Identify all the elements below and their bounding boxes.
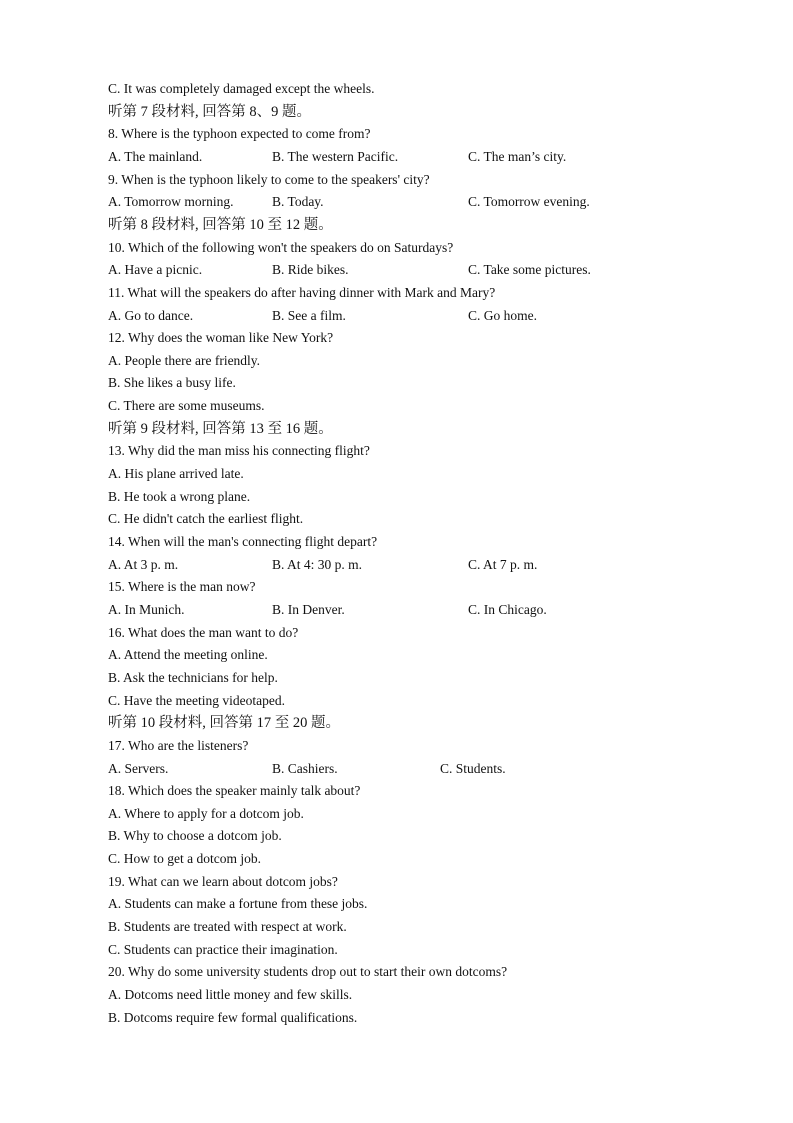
answer-option: C. How to get a dotcom job. xyxy=(108,851,261,866)
option-row xyxy=(0,305,793,327)
answer-option: A. At 3 p. m. xyxy=(108,557,179,572)
answer-option: C. The man’s city. xyxy=(468,149,567,164)
section-heading: 听第 8 段材料, 回答第 10 至 12 题。 xyxy=(108,217,333,233)
answer-option: B. Students are treated with respect at work. xyxy=(108,919,347,934)
answer-option: C. Have the meeting videotaped. xyxy=(108,693,285,708)
question-text: 11. What will the speakers do after having dinner with Mark and Mary? xyxy=(108,285,496,300)
question-text: 12. Why does the woman like New York? xyxy=(108,330,334,345)
option-row xyxy=(0,758,793,780)
option-row xyxy=(0,599,793,621)
question-text: 15. Where is the man now? xyxy=(108,579,256,594)
answer-option: C. In Chicago. xyxy=(468,602,547,617)
answer-option: B. Today. xyxy=(272,194,324,209)
answer-option: B. Dotcoms require few formal qualifications. xyxy=(108,1010,358,1025)
answer-option: B. See a film. xyxy=(272,308,346,323)
question-text: 13. Why did the man miss his connecting flight? xyxy=(108,443,370,458)
option-row xyxy=(0,191,793,213)
answer-option: B. Ride bikes. xyxy=(272,262,349,277)
question-text: 10. Which of the following won't the speakers do on Saturdays? xyxy=(108,240,454,255)
answer-option: A. Have a picnic. xyxy=(108,262,203,277)
answer-option: A. Go to dance. xyxy=(108,308,194,323)
answer-option: A. Attend the meeting online. xyxy=(108,647,268,662)
answer-option: B. In Denver. xyxy=(272,602,345,617)
question-text: 17. Who are the listeners? xyxy=(108,738,249,753)
answer-option: B. Cashiers. xyxy=(272,761,338,776)
answer-option: C. Students can practice their imagination. xyxy=(108,942,338,957)
answer-option: A. Where to apply for a dotcom job. xyxy=(108,806,304,821)
answer-option: A. His plane arrived late. xyxy=(108,466,244,481)
option-row xyxy=(0,259,793,281)
section-heading: 听第 9 段材料, 回答第 13 至 16 题。 xyxy=(108,421,333,437)
answer-option: C. It was completely damaged except the wheels. xyxy=(108,81,375,96)
question-text: 8. Where is the typhoon expected to come from? xyxy=(108,126,371,141)
answer-option: C. He didn't catch the earliest flight. xyxy=(108,511,304,526)
answer-option: A. In Munich. xyxy=(108,602,185,617)
answer-option: C. At 7 p. m. xyxy=(468,557,538,572)
answer-option: B. Why to choose a dotcom job. xyxy=(108,828,282,843)
answer-option: A. The mainland. xyxy=(108,149,203,164)
answer-option: C. Tomorrow evening. xyxy=(468,194,590,209)
question-text: 14. When will the man's connecting flight depart? xyxy=(108,534,378,549)
answer-option: C. Students. xyxy=(440,761,506,776)
answer-option: B. At 4: 30 p. m. xyxy=(272,557,363,572)
answer-option: B. The western Pacific. xyxy=(272,149,399,164)
answer-option: A. Servers. xyxy=(108,761,169,776)
answer-option: C. There are some museums. xyxy=(108,398,265,413)
answer-option: A. People there are friendly. xyxy=(108,353,261,368)
answer-option: C. Take some pictures. xyxy=(468,262,591,277)
question-text: 20. Why do some university students drop out to start their own dotcoms? xyxy=(108,964,508,979)
answer-option: A. Tomorrow morning. xyxy=(108,194,234,209)
section-heading: 听第 10 段材料, 回答第 17 至 20 题。 xyxy=(108,715,340,731)
section-heading: 听第 7 段材料, 回答第 8、9 题。 xyxy=(108,104,311,120)
answer-option: A. Students can make a fortune from these jobs. xyxy=(108,896,368,911)
answer-option: A. Dotcoms need little money and few skills. xyxy=(108,987,353,1002)
question-text: 9. When is the typhoon likely to come to the speakers' city? xyxy=(108,172,430,187)
question-text: 19. What can we learn about dotcom jobs? xyxy=(108,874,338,889)
option-row xyxy=(0,146,793,168)
question-text: 16. What does the man want to do? xyxy=(108,625,299,640)
question-text: 18. Which does the speaker mainly talk about? xyxy=(108,783,361,798)
answer-option: C. Go home. xyxy=(468,308,537,323)
answer-option: B. Ask the technicians for help. xyxy=(108,670,278,685)
option-row xyxy=(0,554,793,576)
answer-option: B. She likes a busy life. xyxy=(108,375,236,390)
answer-option: B. He took a wrong plane. xyxy=(108,489,251,504)
